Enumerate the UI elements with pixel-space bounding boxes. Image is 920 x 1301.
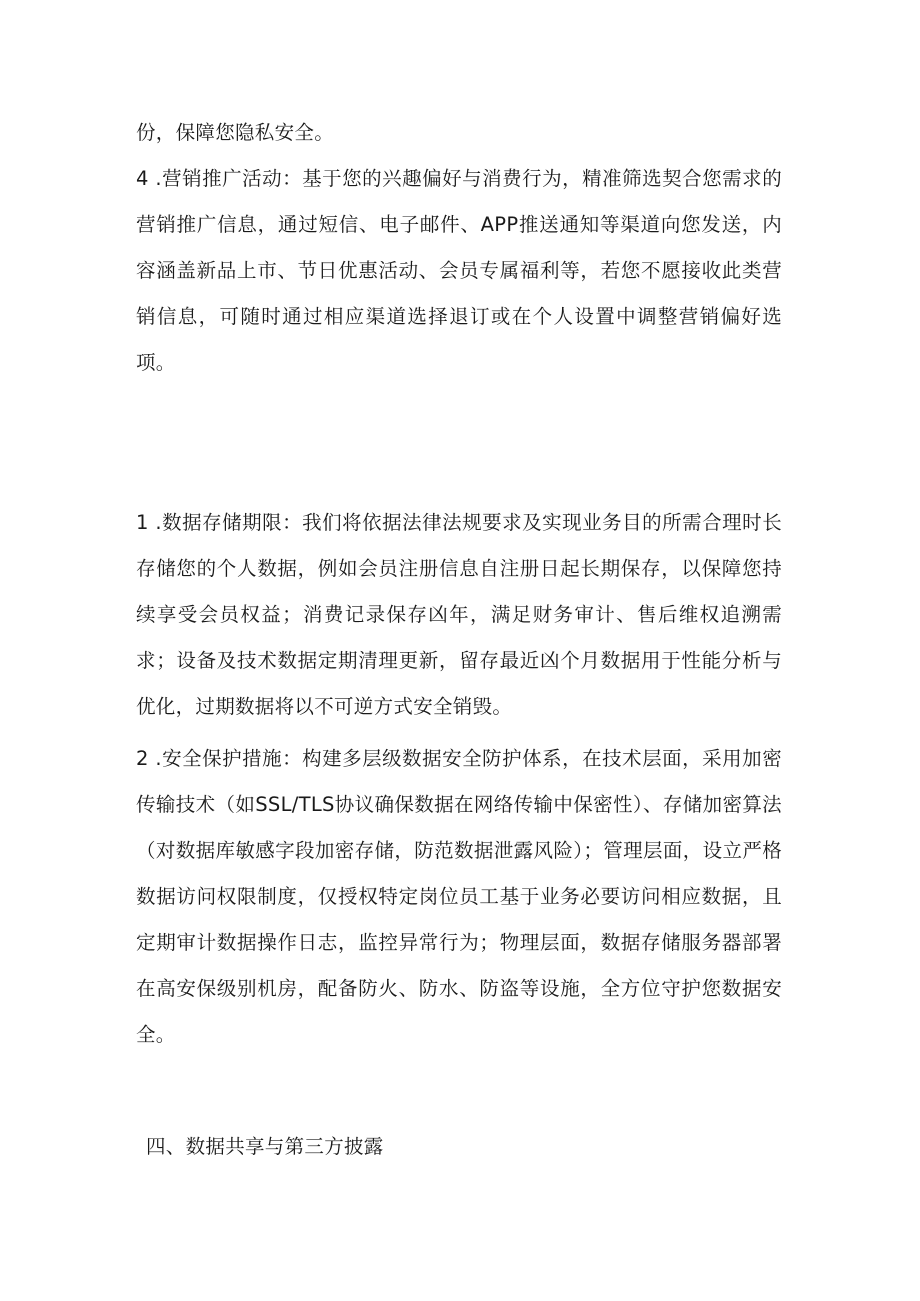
paragraph-security-measures: 2 .安全保护措施：构建多层级数据安全防护体系，在技术层面，采用加密传输技术（如SSL/TLS协议确保数据在网络传输中保密性）、存储加密算法（对数据库敏感字段加密存储，防范数据泄露风险）；管理层面，设立严格数据访问权限制度，仅授权特定岗位员工基于业务必要访问相应数据，且定期审计数据操作日志，监控异常行为；物理层面，数据存储服务器部署在高安保级别机房，配备防火、防水、防盗等设施，全方位守护您数据安全。	[136, 747, 782, 1046]
paragraph-storage-period: 1 .数据存储期限：我们将依据法律法规要求及实现业务目的所需合理时长存储您的个人数据，例如会员注册信息自注册日起长期保存，以保障您持续享受会员权益；消费记录保存凶年，满足财务审计、售后维权追溯需求；设备及技术数据定期清理更新，留存最近凶个月数据用于性能分析与优化，过期数据将以不可逆方式安全销毁。	[136, 511, 782, 718]
paragraph-privacy-tail: 份，保障您隐私安全。	[136, 121, 335, 144]
section-heading: 四、数据共享与第三方披露	[146, 1135, 384, 1158]
paragraph-marketing: 4 .营销推广活动：基于您的兴趣偏好与消费行为，精准筛选契合您需求的营销推广信息，通过短信、电子邮件、APP推送通知等渠道向您发送，内容涵盖新品上市、节日优惠活动、会员专属福利等，若您不愿接收此类营销信息，可随时通过相应渠道选择退订或在个人设置中调整营销偏好选项。	[136, 167, 782, 374]
